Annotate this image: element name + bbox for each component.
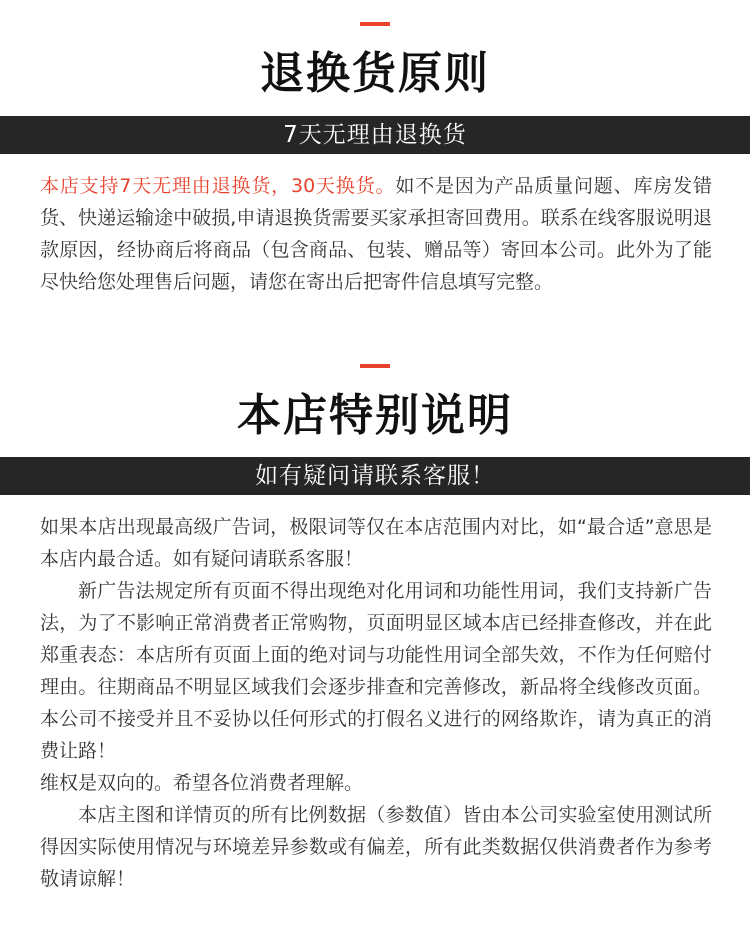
section2-paragraph-3: 维权是双向的。希望各位消费者理解。 [40,772,364,794]
section2-body [40,511,712,895]
section2-accent-bar [360,364,390,368]
section2-paragraph-4: 本店主图和详情页的所有比例数据（参数值）皆由本公司实验室使用测试所得因实际使用情况与环境差异参数或有偏差，所有此类数据仅供消费者作为参考敬请谅解！ [40,804,712,890]
section2-title: 本店特别说明 [237,390,513,441]
section1-paragraph [40,170,712,298]
section1-body [40,170,712,298]
section2-banner: 如有疑问请联系客服！ [0,457,750,495]
section1-highlight: 本店支持7天无理由退换货，30天换货。 [40,175,396,197]
section1-accent-bar [360,22,390,26]
section2-paragraph-2: 新广告法规定所有页面不得出现绝对化用词和功能性用词，我们支持新广告法，为了不影响正常消费者正常购物，页面明显区域本店已经排查修改，并在此郑重表态：本店所有页面上面的绝对词与功能性用词全部失效，不作为任何赔付理由。往期商品不明显区域我们会逐步排查和完善修改，新品将全线修改页面。本公司不接受并且不妥协以任何形式的打假名义进行的网络欺诈，请为真正的消费让路！ [40,580,712,762]
section1-title: 退换货原则 [260,48,490,99]
section1-body-text: 如不是因为产品质量问题、库房发错货、快递运输途中破损,申请退换货需要买家承担寄回费用。联系在线客服说明退款原因，经协商后将商品（包含商品、包装、赠品等）寄回本公司。此外为了能尽快给您处理售后问题，请您在寄出后把寄件信息填写完整。 [40,175,712,293]
section2-paragraph-1: 如果本店出现最高级广告词，极限词等仅在本店范围内对比，如“最合适”意思是本店内最合适。如有疑问请联系客服！ [40,516,712,570]
section1-banner: 7天无理由退换货 [0,116,750,154]
